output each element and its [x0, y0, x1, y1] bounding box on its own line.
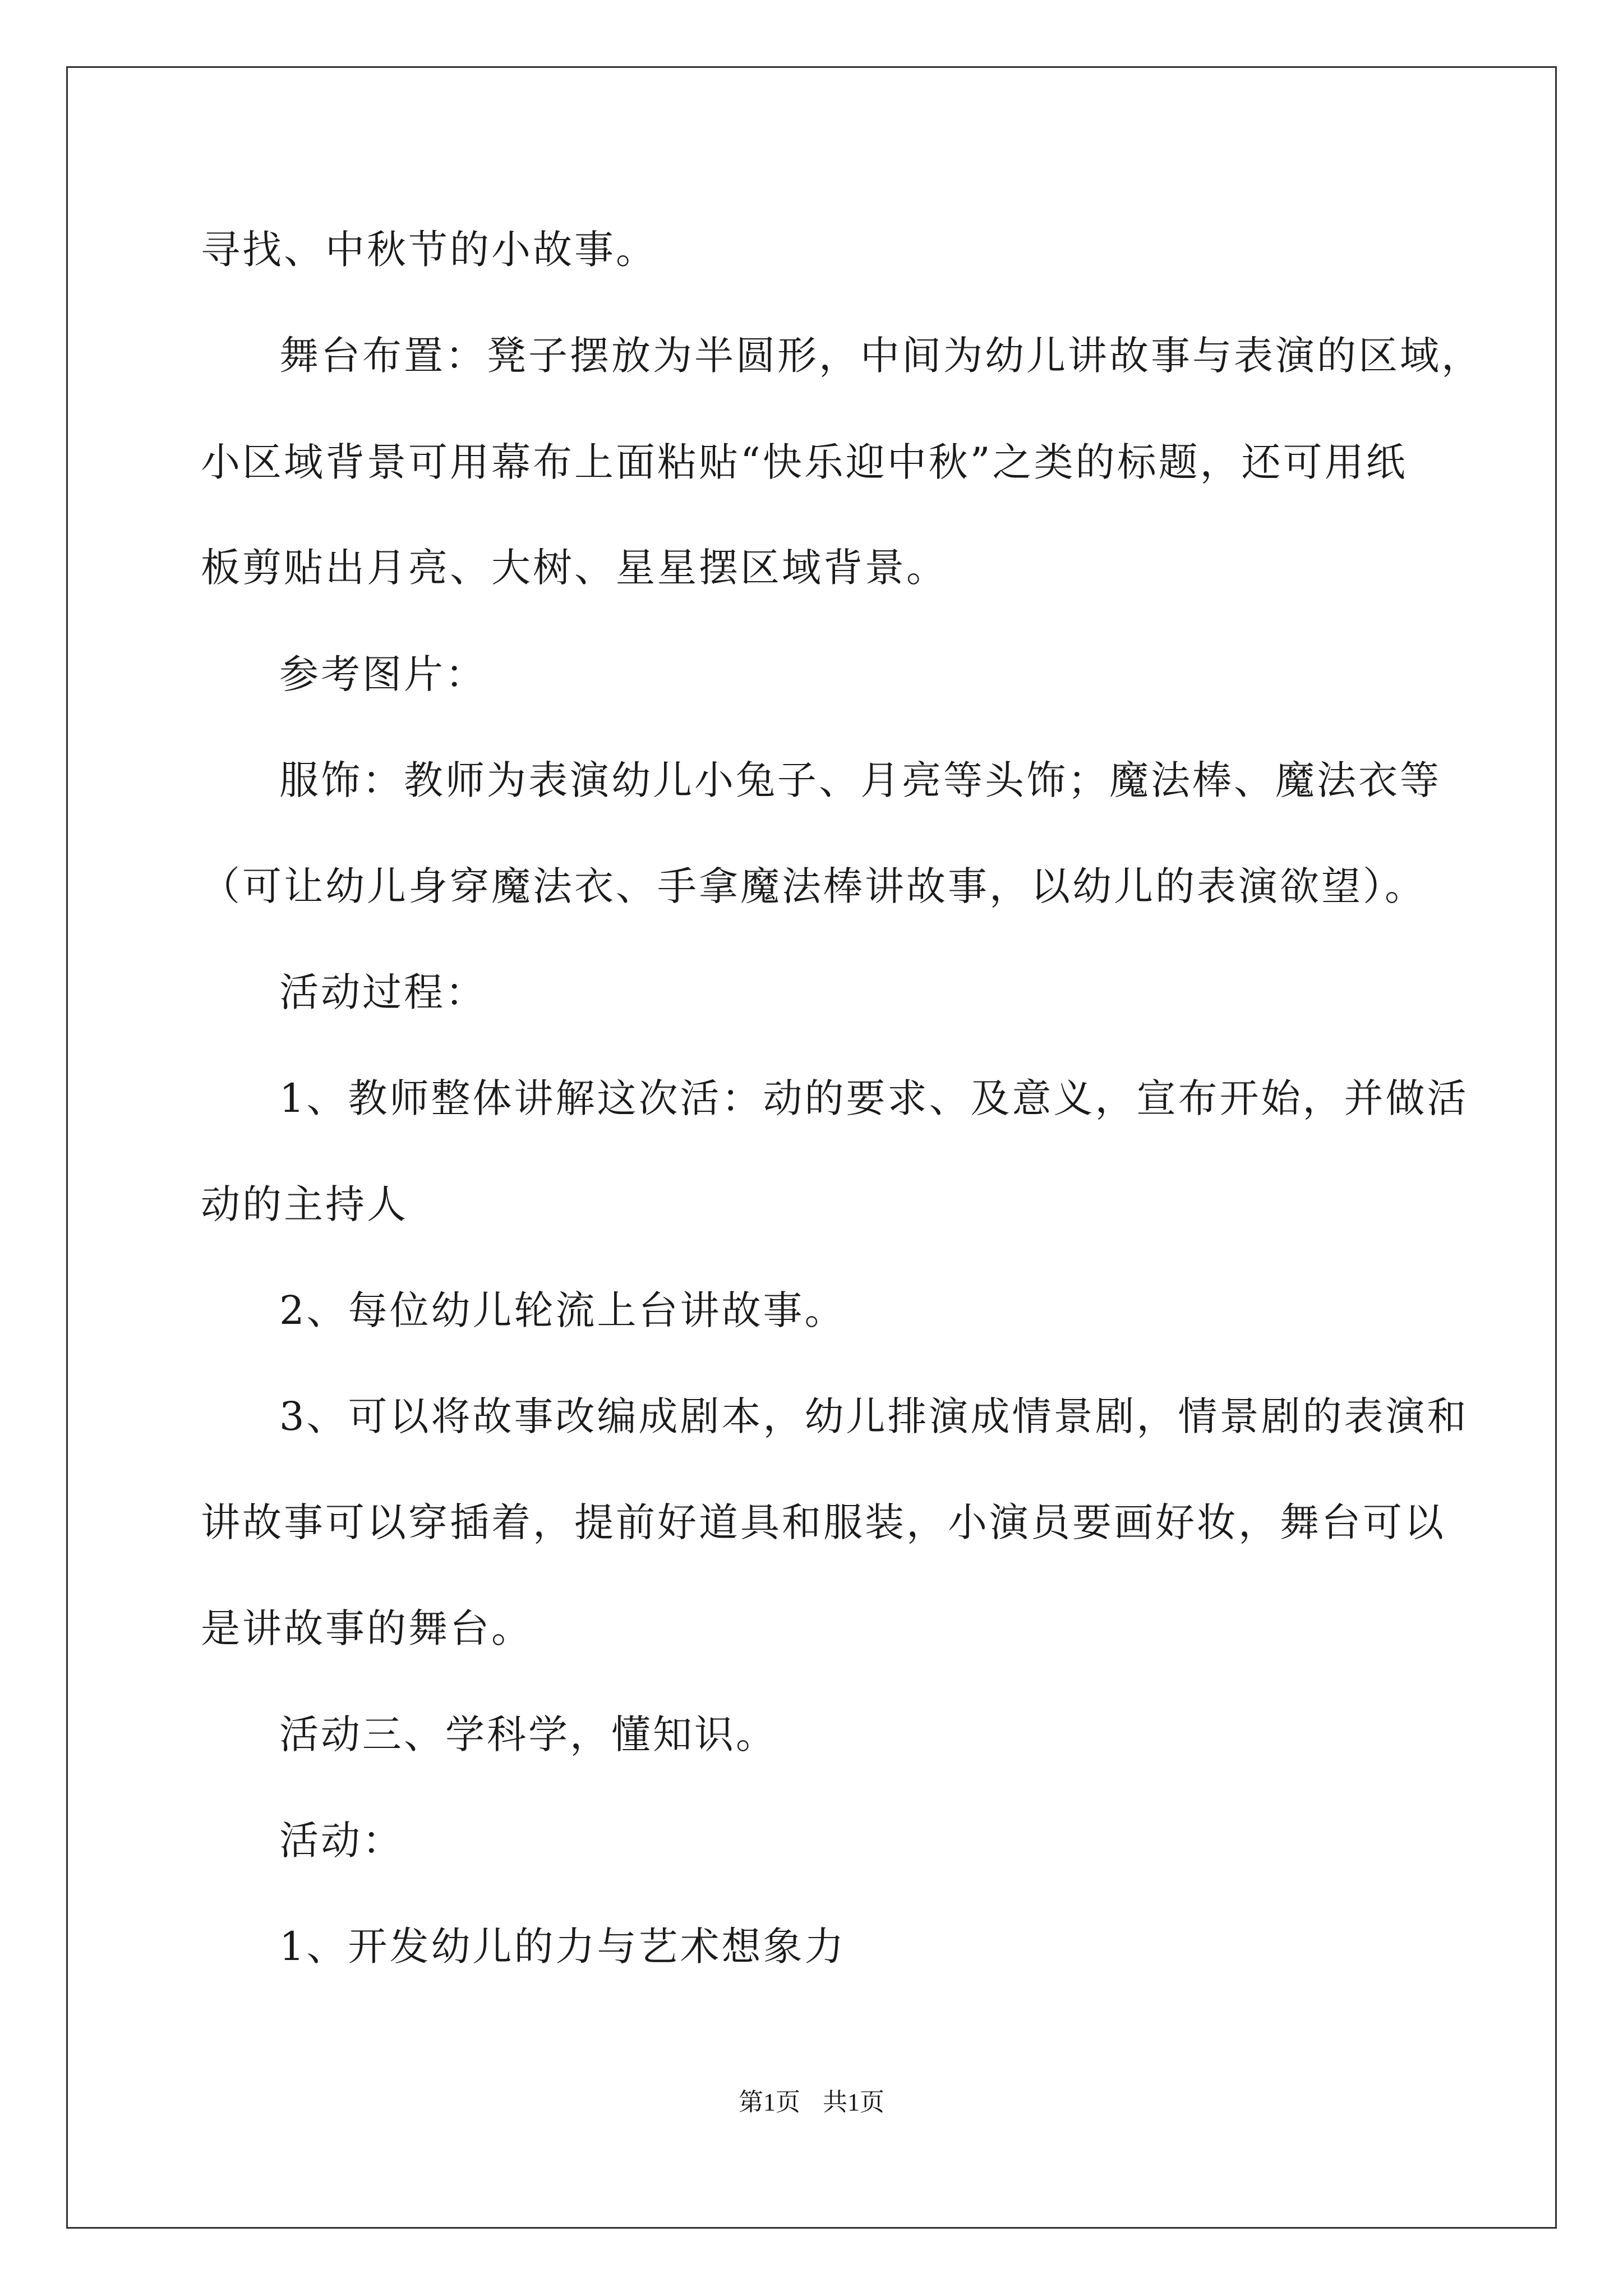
text-line: 小区域背景可用幕布上面粘贴“快乐迎中秋”之类的标题，还可用纸: [201, 439, 1408, 485]
text-line: 3、可以将故事改编成剧本，幼儿排演成情景剧，情景剧的表演和: [279, 1393, 1469, 1439]
text-line: 是讲故事的舞台。: [201, 1605, 533, 1651]
text-line: 舞台布置：凳子摆放为半圆形，中间为幼儿讲故事与表演的区域，: [279, 333, 1483, 379]
text-line: 服饰：教师为表演幼儿小兔子、月亮等头饰；魔法棒、魔法衣等: [279, 757, 1441, 803]
page-number: 第1页: [739, 2088, 800, 2116]
page-border: [66, 66, 1557, 2229]
text-line: 活动过程：: [279, 969, 487, 1015]
text-line: 讲故事可以穿插着，提前好道具和服装，小演员要画好妆，舞台可以: [201, 1499, 1446, 1545]
text-line: 动的主持人: [201, 1181, 408, 1227]
text-line: 1、教师整体讲解这次活：动的要求、及意义，宣布开始，并做活: [279, 1075, 1469, 1121]
text-line: 板剪贴出月亮、大树、星星摆区域背景。: [201, 545, 948, 591]
text-line: 1、开发幼儿的力与艺术想象力: [279, 1924, 846, 1970]
text-line: 2、每位幼儿轮流上台讲故事。: [279, 1287, 846, 1333]
text-line: 活动：: [279, 1818, 404, 1864]
text-line: 寻找、中秋节的小故事。: [201, 227, 657, 273]
page-total: 共1页: [823, 2088, 884, 2116]
text-line: 参考图片：: [279, 651, 487, 697]
text-line: 活动三、学科学，懂知识。: [279, 1711, 777, 1757]
text-line: （可让幼儿身穿魔法衣、手拿魔法棒讲故事，以幼儿的表演欲望）。: [201, 863, 1426, 909]
page-footer: [0, 2086, 1623, 2119]
